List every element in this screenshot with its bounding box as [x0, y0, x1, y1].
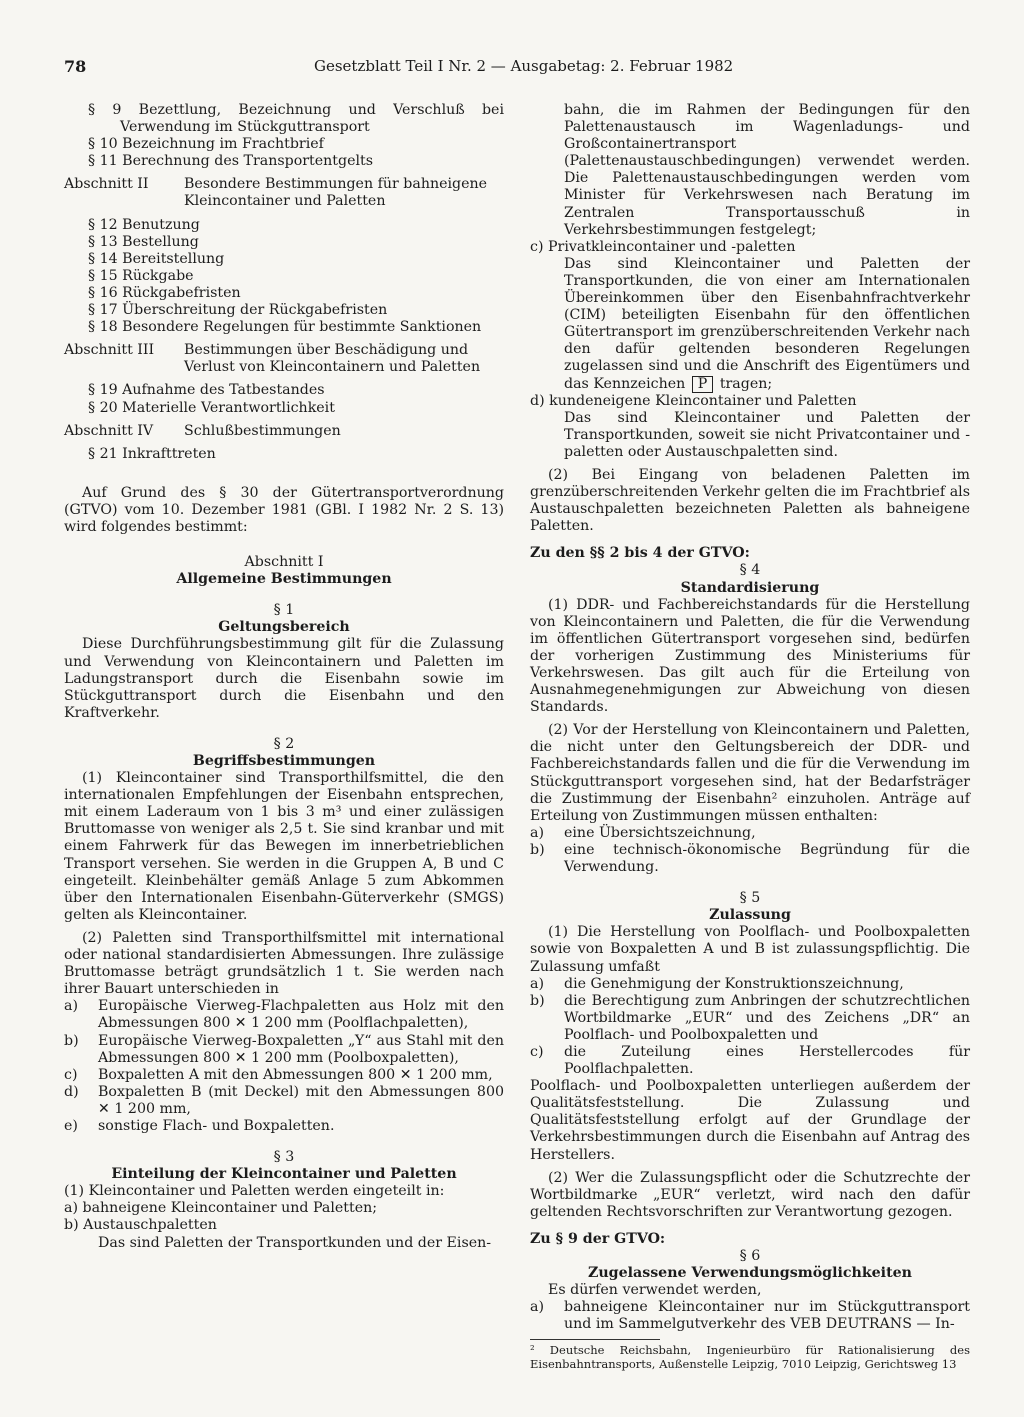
list-item: [64, 1067, 504, 1084]
body-text-span: tragen;: [719, 375, 773, 392]
list-text: die Berechtigung zum Anbringen der schutzrechtlichen Wortbildmarke „EUR“ und des Zeichens „DR“ an Poolflach- und Poolboxpaletten und: [564, 992, 970, 1043]
list-item: [530, 842, 970, 876]
list-item: [64, 1033, 504, 1067]
toc-entry: § 12 Benutzung: [88, 216, 200, 233]
body-text: (2) Paletten sind Transporthilfsmittel mit international oder national standardisierten Abmessungen. Ihre zulässige Bruttomasse beträgt grundsätzlich 1 t. Sie werden nach ihrer Bauart unterschieden in: [64, 929, 504, 998]
toc-section-title: Besondere Bestimmungen für bahneigene Kleincontainer und Paletten: [184, 176, 488, 210]
list-item: [64, 1118, 504, 1135]
toc: [64, 217, 504, 337]
toc-section-label: Abschnitt IV: [64, 422, 154, 439]
toc-entry: § 19 Aufnahme des Tatbestandes: [88, 382, 325, 399]
list-marker: a): [64, 998, 78, 1015]
paragraph-title: Geltungsbereich: [218, 619, 350, 636]
list-marker: a): [530, 975, 544, 992]
toc-entry: § 15 Rückgabe: [88, 267, 194, 284]
footnote: ² Deutsche Reichsbahn, Ingenieurbüro für Rationalisierung des Eisenbahntransports, Außenstelle Leipzig, 7010 Leipzig, Gerichtsweg 13: [530, 1343, 970, 1371]
body-text: Das sind Kleincontainer und Paletten der Transportkunden, soweit sie nicht Privatcontainer und -paletten oder Austauschpaletten sind.: [564, 409, 970, 460]
paragraph-number: § 3: [273, 1149, 295, 1166]
list-text: eine technisch-ökonomische Begründung für die Verwendung.: [564, 841, 970, 876]
toc-entry: § 17 Überschreitung der Rückgabefristen: [88, 302, 388, 319]
body-text: bahn, die im Rahmen der Bedingungen für den Palettenaustausch im Wagenladungs- und Großcontainertransport (Palettenaustauschbedingungen) verwendet werden. Die Palettenaustauschbedingungen werden vom Minister für Verkehrswesen nach Beratung im Zentralen Transportausschuß in Verkehrsbestimmungen festgelegt;: [564, 102, 970, 238]
body-text-span: Das sind Kleincontainer und Paletten der Transportkunden, die von einer am Internationalen Übereinkommen über den Eisenbahnfrachtverkehr (CIM) beteiligten Eisenbahn für den öffentlichen Gütertransport im grenzüberschreitenden Verkehr nach den dafür geltenden besonderen Regelungen zugelassen sind und die Anschrift des Eigentümers und das Kennzeichen: [564, 255, 970, 392]
list-item: c) Privatkleincontainer und -paletten: [530, 238, 796, 255]
list-marker: c): [64, 1066, 78, 1083]
toc-entry: § 14 Bereitstellung: [88, 250, 225, 267]
list-marker: e): [64, 1117, 78, 1134]
body-text: (1) Kleincontainer sind Transporthilfsmittel, die den internationalen Empfehlungen der Eisenbahn entsprechen, mit einem Laderaum von 1 bis 3 m³ und einer zulässigen Bruttomasse von weniger als 2,5 t. Sie sind kranbar und mit einem Fahrwerk für das Bewegen im innerbetrieblichen Transport versehen. Sie werden in die Gruppen A, B und C eingeteilt. Kleinbehälter gemäß Anlage 5 zum Abkommen über den Internationalen Eisenbahn-Güterverkehr (SMGS) gelten als Kleincontainer.: [64, 770, 504, 923]
toc-entry: § 18 Besondere Regelungen für bestimmte Sanktionen: [88, 319, 482, 336]
footnote-rule: [530, 1339, 660, 1340]
right-column: [530, 102, 970, 1371]
list-marker: b): [530, 841, 545, 858]
list-item: [530, 1299, 970, 1333]
toc-entry: § 9 Bezettlung, Bezeichnung und Verschluß bei Verwendung im Stückguttransport: [88, 102, 504, 136]
page-number: 78: [64, 57, 87, 76]
paragraph-number: § 1: [273, 602, 295, 619]
toc-section: [64, 423, 504, 440]
list-item: b) Austauschpaletten: [64, 1217, 217, 1234]
paragraph-title: Standardisierung: [680, 579, 820, 596]
list-marker: b): [530, 992, 545, 1009]
list-text: die Genehmigung der Konstruktionszeichnung,: [564, 975, 904, 992]
reference-heading: Zu den §§ 2 bis 4 der GTVO:: [530, 545, 750, 562]
page-header: [64, 58, 984, 80]
paragraph-title: Zulassung: [709, 907, 791, 924]
body-text: (1) Kleincontainer und Paletten werden eingeteilt in:: [64, 1183, 445, 1200]
toc-section: [64, 176, 504, 210]
body-text: Das sind Paletten der Transportkunden und der Eisen-: [98, 1234, 492, 1251]
left-column: [64, 102, 504, 1252]
body-text: (1) Die Herstellung von Poolflach- und Poolboxpaletten sowie von Boxpaletten A und B ist zulassungspflichtig. Die Zulassung umfaßt: [530, 924, 970, 975]
header-title: Gesetzblatt Teil I Nr. 2 — Ausgabetag: 2. Februar 1982: [314, 57, 734, 75]
list-text: die Zuteilung eines Herstellercodes für Poolflachpaletten.: [564, 1043, 970, 1078]
list-item: [530, 1044, 970, 1078]
paragraph-number: § 2: [273, 735, 295, 752]
list-marker: a): [530, 824, 544, 841]
toc: [64, 446, 504, 463]
list-marker: b): [64, 1032, 79, 1049]
section-title: Allgemeine Bestimmungen: [176, 571, 392, 588]
paragraph-number: § 5: [739, 890, 761, 907]
body-text: Poolflach- und Poolboxpaletten unterliegen außerdem der Qualitätsfeststellung. Die Zulassung und Qualitätsfeststellung erfolgt auf der Grundlage der Verkehrsbestimmungen durch die Eisenbahn auf Antrag des Herstellers.: [530, 1078, 970, 1163]
toc-section-title: Bestimmungen über Beschädigung und Verlust von Kleincontainern und Paletten: [184, 342, 481, 376]
toc-section: [64, 342, 504, 376]
list-item: [530, 993, 970, 1044]
p-mark-box: P: [692, 376, 714, 393]
toc-entry: § 13 Bestellung: [88, 233, 199, 250]
list-text: bahneigene Kleincontainer nur im Stückguttransport und im Sammelgutverkehr des VEB DEUTRANS — In-: [564, 1299, 970, 1333]
list-item: d) kundeneigene Kleincontainer und Paletten: [530, 392, 857, 409]
list-item: [530, 976, 970, 993]
list-text: Europäische Vierweg-Boxpaletten „Y“ aus Stahl mit den Abmessungen 800 ✕ 1 200 mm (Poolboxpaletten),: [98, 1032, 504, 1066]
section-heading: Abschnitt I: [244, 554, 324, 571]
list-item: [530, 825, 970, 842]
list-text: Europäische Vierweg-Flachpaletten aus Holz mit den Abmessungen 800 ✕ 1 200 mm (Poolflachpaletten),: [98, 998, 504, 1032]
list-text: Boxpaletten A mit den Abmessungen 800 ✕ 1 200 mm,: [98, 1066, 493, 1083]
body-text: (2) Vor der Herstellung von Kleincontainern und Paletten, die nicht unter den Geltungsbereich der DDR- und Fachbereichstandards fallen und die für die Verwendung im Stückguttransport vorgesehen sind, hat der Bedarfsträger die Zustimmung der Eisenbahn² einzuholen. Anträge auf Erteilung von Zustimmungen müssen enthalten:: [530, 722, 970, 824]
toc-entry: § 16 Rückgabefristen: [88, 284, 241, 301]
toc: [64, 102, 504, 170]
toc-entry: § 20 Materielle Verantwortlichkeit: [88, 399, 335, 416]
paragraph-title: Einteilung der Kleincontainer und Paletten: [111, 1166, 457, 1183]
toc-section-label: Abschnitt II: [64, 176, 149, 193]
body-text: Diese Durchführungsbestimmung gilt für die Zulassung und Verwendung von Kleincontainern und Paletten im Ladungstransport durch die Eisenbahn sowie im Stückguttransport durch die Eisenbahn und den Kraftverkehr.: [64, 636, 504, 721]
paragraph-title: Zugelassene Verwendungsmöglichkeiten: [588, 1265, 912, 1282]
body-text: [530, 256, 970, 393]
reference-heading: Zu § 9 der GTVO:: [530, 1230, 666, 1247]
paragraph-number: § 6: [739, 1248, 761, 1264]
body-text: Es dürfen verwendet werden,: [548, 1282, 762, 1299]
list-item: [64, 998, 504, 1032]
list-text: eine Übersichtszeichnung,: [564, 824, 756, 841]
list-marker: c): [530, 1043, 544, 1060]
toc-section-title: Schlußbestimmungen: [184, 422, 341, 439]
body-text: (2) Wer die Zulassungspflicht oder die Schutzrechte der Wortbildmarke „EUR“ verletzt, wird nach den dafür geltenden Rechtsvorschriften zur Verantwortung gezogen.: [530, 1169, 970, 1220]
list-marker: d): [64, 1083, 79, 1100]
list-marker: a): [530, 1299, 544, 1316]
toc-entry: § 11 Berechnung des Transportentgelts: [88, 153, 373, 170]
body-text: (1) DDR- und Fachbereichstandards für die Herstellung von Kleincontainern und Paletten, die für die Verwendung im öffentlichen Gütertransport vorgesehen sind, bedürfen der vorherigen Zustimmung des Ministeriums für Verkehrswesen. Das gilt auch für die Erteilung von Ausnahmegenehmigungen zur Abweichung von diesen Standards.: [530, 596, 970, 716]
list-text: sonstige Flach- und Boxpaletten.: [98, 1117, 335, 1134]
toc-entry: § 10 Bezeichnung im Frachtbrief: [88, 136, 324, 153]
paragraph-number: § 4: [739, 562, 761, 579]
body-text: (2) Bei Eingang von beladenen Paletten im grenzüberschreitenden Verkehr gelten die im Frachtbrief als Austauschpaletten bezeichneten Paletten als bahneigene Paletten.: [530, 466, 970, 535]
intro-paragraph: Auf Grund des § 30 der Gütertransportverordnung (GTVO) vom 10. Dezember 1981 (GBl. I 1982 Nr. 2 S. 13) wird folgendes bestimmt:: [64, 484, 504, 535]
toc-section-label: Abschnitt III: [64, 342, 155, 359]
list-text: Boxpaletten B (mit Deckel) mit den Abmessungen 800 ✕ 1 200 mm,: [98, 1083, 504, 1117]
list-item: [64, 1084, 504, 1118]
paragraph-title: Begriffsbestimmungen: [192, 753, 376, 769]
toc: [64, 382, 504, 416]
list-item: a) bahneigene Kleincontainer und Paletten;: [64, 1200, 378, 1217]
toc-entry: § 21 Inkrafttreten: [88, 445, 216, 462]
